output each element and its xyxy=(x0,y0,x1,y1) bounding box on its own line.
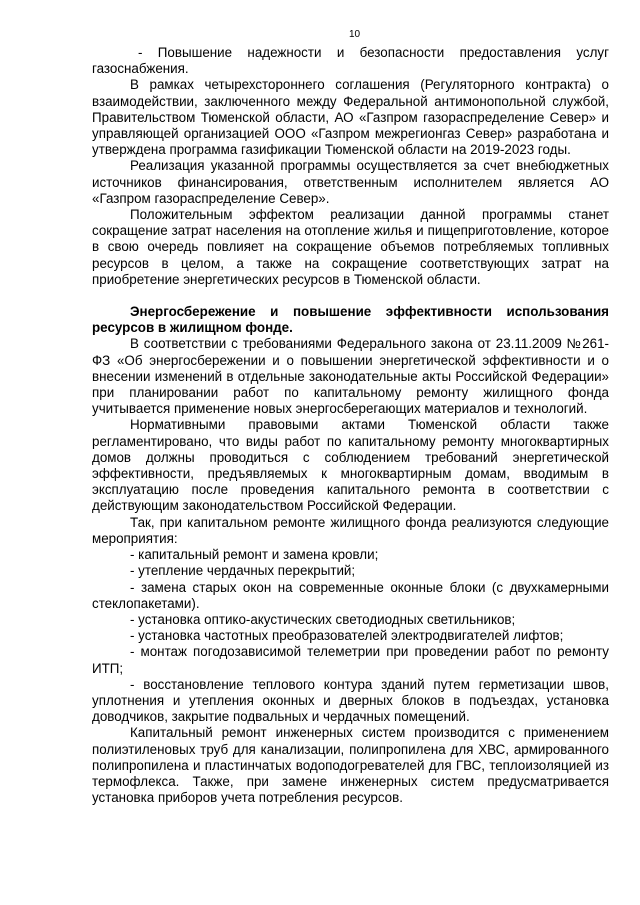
paragraph-regulatory-contract: В рамках четырехстороннего соглашения (Регуляторного контракта) о взаимодействии, заключенного между Федеральной антимонопольной службой, Правительством Тюменской области, АО «Газпром газораспределение Север» и управляющей организацией ООО «Газпром межрегионгаз Север» разработана и утверждена программа газификации Тюменской области на 2019-2023 годы. xyxy=(92,77,609,158)
list-item-gas-reliability: - Повышение надежности и безопасности предоставления услуг газоснабжения. xyxy=(92,45,609,77)
paragraph-regional-acts: Нормативными правовыми актами Тюменской области также регламентировано, что виды работ по капитальному ремонту многоквартирных домов должны проводиться с соблюдением требований энергетической эффективности, предъявляемых к многоквартирным домам, вводимым в эксплуатацию после проведения капитального ремонта в соответствии с действующим законодательством Российской Федерации. xyxy=(92,417,609,514)
list-item: - установка частотных преобразователей электродвигателей лифтов; xyxy=(130,628,564,644)
paragraph-program-financing: Реализация указанной программы осуществляется за счет внебюджетных источников финансирования, ответственным исполнителем является АО «Газпром газораспределение Север». xyxy=(92,158,609,206)
paragraph-program-effect: Положительным эффектом реализации данной программы станет сокращение затрат населения на отопление жилья и пищеприготовление, которое в свою очередь повлияет на сокращение объемов потребляемых топливных ресурсов в целом, а также на сокращение соответствующих затрат на приобретение энергетических ресурсов в Тюменской области. xyxy=(92,207,609,287)
section-heading-energy-saving: Энергосбережение и повышение эффективности использования ресурсов в жилищном фонде. xyxy=(92,304,609,336)
list-item: - замена старых окон на современные оконные блоки (с двухкамерными стеклопакетами). xyxy=(92,579,609,611)
list-item: - капитальный ремонт и замена кровли; xyxy=(130,547,379,563)
paragraph-engineering-systems: Капитальный ремонт инженерных систем производится с применением полиэтиленовых труб для канализации, полипропилена для ХВС, армированного полипропилена и пластинчатых водоподогревателей для ГВС, теплоизоляцией из термофлекса. Также, при замене инженерных систем предусматривается установка приборов учета потребления ресурсов. xyxy=(92,725,609,806)
paragraph-measures-intro: Так, при капитальном ремонте жилищного фонда реализуются следующие мероприятия: xyxy=(92,514,609,546)
list-item: - монтаж погодозависимой телеметрии при проведении работ по ремонту ИТП; xyxy=(92,644,609,676)
paragraph-federal-law: В соответствии с требованиями Федерального закона от 23.11.2009 №261-ФЗ «Об энергосбережении и о повышении энергетической эффективности и о внесении изменений в отдельные законодательные акты Российской Федерации» при планировании работ по капитальному ремонту жилищного фонда учитывается применение новых энергосберегающих материалов и технологий. xyxy=(92,336,609,417)
list-item: - установка оптико-акустических светодиодных светильников; xyxy=(130,611,516,627)
list-item: - восстановление теплового контура зданий путем герметизации швов, уплотнения и утепления оконных и дверных блоков в подъездах, установка доводчиков, закрытие подвальных и чердачных помещений. xyxy=(92,676,609,725)
page-number: 10 xyxy=(348,29,361,40)
list-item: - утепление чердачных перекрытий; xyxy=(130,563,356,579)
